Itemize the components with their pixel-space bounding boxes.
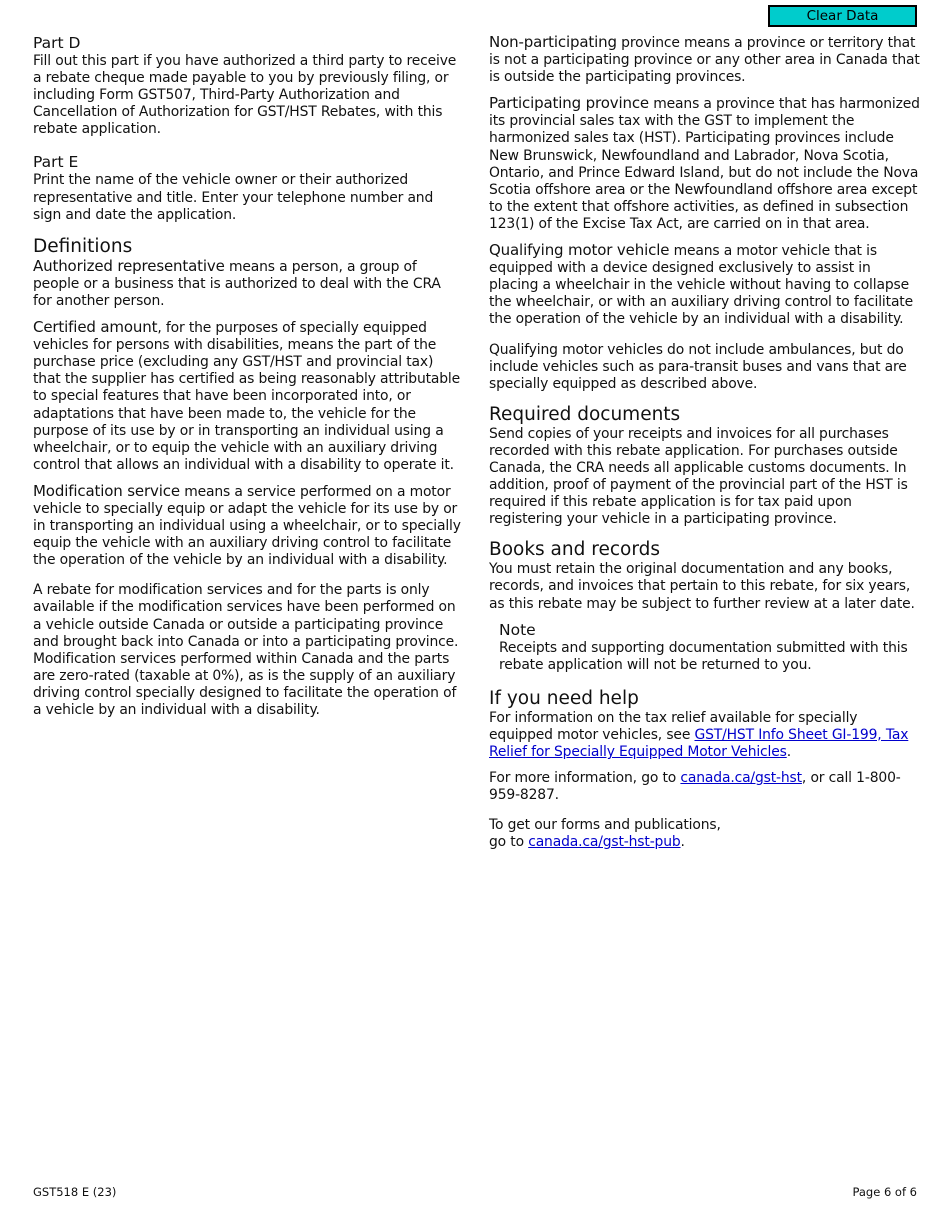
help-text: . <box>786 744 792 760</box>
part-d-text: Fill out this part if you have authorized a third party to receive a rebate cheque made payable to you by previously filing, or including Form GST507, Third-Party Authorization and Cancellation of Authorization for GST/HST Rebates, with this rebate application. <box>33 53 457 138</box>
qualifying-note-paragraph: Qualifying motor vehicles do not include ambulances, but do include vehicles such as para-transit buses and vans that are specially equipped as described above. <box>489 341 907 392</box>
left-column <box>33 34 461 719</box>
definition-text: province means a province or territory that is not a participating province or any other area in Canada that is outside the participating provinces. <box>489 35 920 86</box>
right-column <box>489 34 921 851</box>
help-text: , or call 1-800-959-8287. <box>489 770 901 804</box>
definition-participating-province <box>489 95 921 233</box>
definition-text: means a service performed on a motor vehicle to specially equip or adapt the vehicle for its use by or in transporting an individual using a wheelchair, or to specially equip the vehicle with an auxiliary driving control to facilitate the operation of the vehicle by an individual with a disability. <box>33 483 461 569</box>
books-records-text: You must retain the original documentation and any books, records, and invoices that pertain to this rebate, for six years, as this rebate may be subject to further review at a later date. <box>489 561 915 612</box>
definition-text: means a province that has harmonized its provincial sales tax with the GST to implement the harmonized sales tax (HST). Participating provinces include New Brunswick, Newfoundland and Labrador, Nova Scotia, Ontario, and Prince Edward Island, but do not include the Nova Scotia offshore area or the Newfoundland offshore area except to the extent that offshore activities, as defined in subsection 123(1) of the Excise Tax Act, are carried on in that area. <box>489 96 920 232</box>
gst-hst-pub-link[interactable]: canada.ca/gst-hst-pub <box>528 834 681 851</box>
term-modification-service: Modification service <box>33 481 180 500</box>
term-certified-amount: Certified amount <box>33 318 158 337</box>
help-text: go to <box>489 834 529 851</box>
part-e-text: Print the name of the vehicle owner or their authorized representative and title. Enter your telephone number and sign and date the application. <box>33 172 434 223</box>
page-number: Page 6 of 6 <box>852 1185 917 1199</box>
definition-qualifying-motor-vehicle <box>489 242 921 328</box>
definition-text: means a person, a group of people or a business that is authorized to deal with the CRA for another person. <box>33 258 441 309</box>
definition-non-participating-province <box>489 34 921 86</box>
clear-data-button[interactable]: Clear Data <box>768 5 917 27</box>
help-text: To get our forms and publications, <box>489 817 721 834</box>
term-authorized-representative: Authorized representative <box>33 256 225 275</box>
books-records-heading: Books and records <box>489 539 660 561</box>
help-more-info-paragraph <box>489 770 921 804</box>
required-documents-text: Send copies of your receipts and invoices for all purchases recorded with this rebate application. For purchases outside Canada, the CRA needs all applicable customs documents. In addition, proof of payment of the provincial part of the HST is required if this rebate application is for tax paid upon registering your vehicle in a participating province. <box>489 425 908 528</box>
required-documents-heading: Required documents <box>489 403 681 425</box>
note-text: Receipts and supporting documentation submitted with this rebate application will not be returned to you. <box>499 639 908 673</box>
definitions-heading: Definitions <box>33 235 133 257</box>
term-participating-province: Participating province <box>489 94 650 113</box>
note-box <box>499 621 921 674</box>
help-text: . <box>680 834 685 851</box>
part-e-heading: Part E <box>33 153 79 172</box>
form-identifier: GST518 E (23) <box>33 1185 117 1199</box>
help-text: For information on the tax relief available for specially equipped motor vehicles, see <box>489 709 858 743</box>
definition-text: means a motor vehicle that is equipped with a device designed exclusively to assist in placing a wheelchair in the vehicle without having to collapse the wheelchair, or with an auxiliary driving control to facilitate the operation of the vehicle by an individual with a disability. <box>489 243 913 328</box>
gst-hst-link[interactable]: canada.ca/gst-hst <box>680 770 802 787</box>
help-forms-paragraph <box>489 817 921 851</box>
help-text: For more information, go to <box>489 770 681 787</box>
help-heading: If you need help <box>489 687 639 709</box>
definition-modification-service <box>33 483 461 569</box>
definition-authorized-representative <box>33 258 461 310</box>
part-d-heading: Part D <box>33 34 81 52</box>
term-qualifying-motor-vehicle: Qualifying motor vehicle <box>489 241 670 260</box>
definition-certified-amount <box>33 319 461 474</box>
definition-text: , for the purposes of specially equipped vehicles for persons with disabilities, means the part of the purchase price (excluding any GST/HST and provincial tax) that the supplier has certified as being reasonably attributable to special features that have been incorporated into, or adaptations that have been made to, the vehicle for the purpose of its use by or in transporting an individual using a wheelchair, or to equip the vehicle with an auxiliary driving control that allows an individual with a disability to operate it. <box>33 320 461 473</box>
rebate-modification-paragraph: A rebate for modification services and for the parts is only available if the modification services have been performed on a vehicle outside Canada or outside a participating province and brought back into Canada or into a participating province. Modification services performed within Canada and the parts are zero-rated (taxable at 0%), as is the supply of an auxiliary driving control specially designed to facilitate the operation of a vehicle by an individual with a disability. <box>33 582 459 718</box>
term-non-participating: Non-participating <box>489 33 617 51</box>
note-heading: Note <box>499 620 536 639</box>
help-info-sheet-paragraph <box>489 710 921 761</box>
info-sheet-link[interactable]: GST/HST Info Sheet GI-199, Tax Relief for Specially Equipped Motor Vehicles <box>489 726 909 760</box>
